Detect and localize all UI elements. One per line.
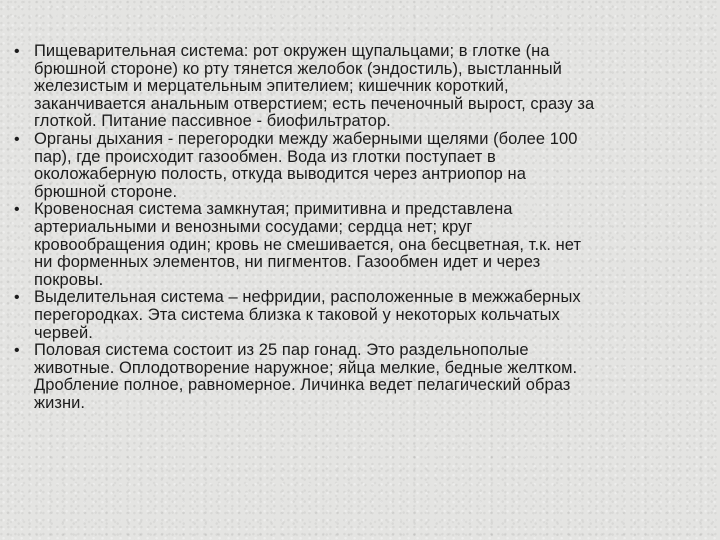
- bullet-item-reproductive-system: [14, 342, 714, 412]
- bullet-text: Пищеварительная система: рот окружен щупальцами; в глотке (на брюшной стороне) ко рту тянется желобок (эндостиль), выстланный железистым и мерцательным эпителием; кишечник короткий, заканчивается анальным отверстием; есть печеночный вырост, сразу за глоткой. Питание пассивное - биофильтратор.: [34, 42, 595, 131]
- bullet-item-excretory-system: [14, 289, 714, 342]
- bullet-text: Органы дыхания - перегородки между жаберными щелями (более 100 пар), где происходит газообмен. Вода из глотки поступает в околожаберную полость, откуда выводится через антриопор на брюшной стороне.: [34, 129, 578, 201]
- bullet-icon: •: [14, 43, 20, 60]
- bullet-item-respiratory-organs: [14, 131, 714, 201]
- bullet-icon: •: [14, 130, 20, 148]
- bullet-item-circulatory-system: [14, 201, 714, 289]
- bullet-icon: •: [14, 289, 20, 307]
- bullet-icon: •: [14, 342, 20, 360]
- bullet-list: [14, 43, 714, 412]
- bullet-text: Половая система состоит из 25 пар гонад. Это раздельнополые животные. Оплодотворение наружное; яйца мелкие, бедные желтком. Дробление полное, равномерное. Личинка ведет пелагический образ жизни.: [34, 341, 578, 412]
- bullet-text: Кровеносная система замкнутая; примитивна и представлена артериальными и венозными сосудами; сердца нет; круг кровообращения один; кровь не смешивается, она бесцветная, т.к. нет ни форменных элементов, ни пигментов. Газообмен идет и через покровы.: [34, 200, 582, 289]
- bullet-text: Выделительная система – нефридии, расположенные в межжаберных перегородках. Эта система близка к таковой у некоторых кольчатых червей.: [34, 288, 581, 342]
- bullet-icon: •: [14, 201, 20, 219]
- bullet-item-digestive-system: [14, 43, 714, 131]
